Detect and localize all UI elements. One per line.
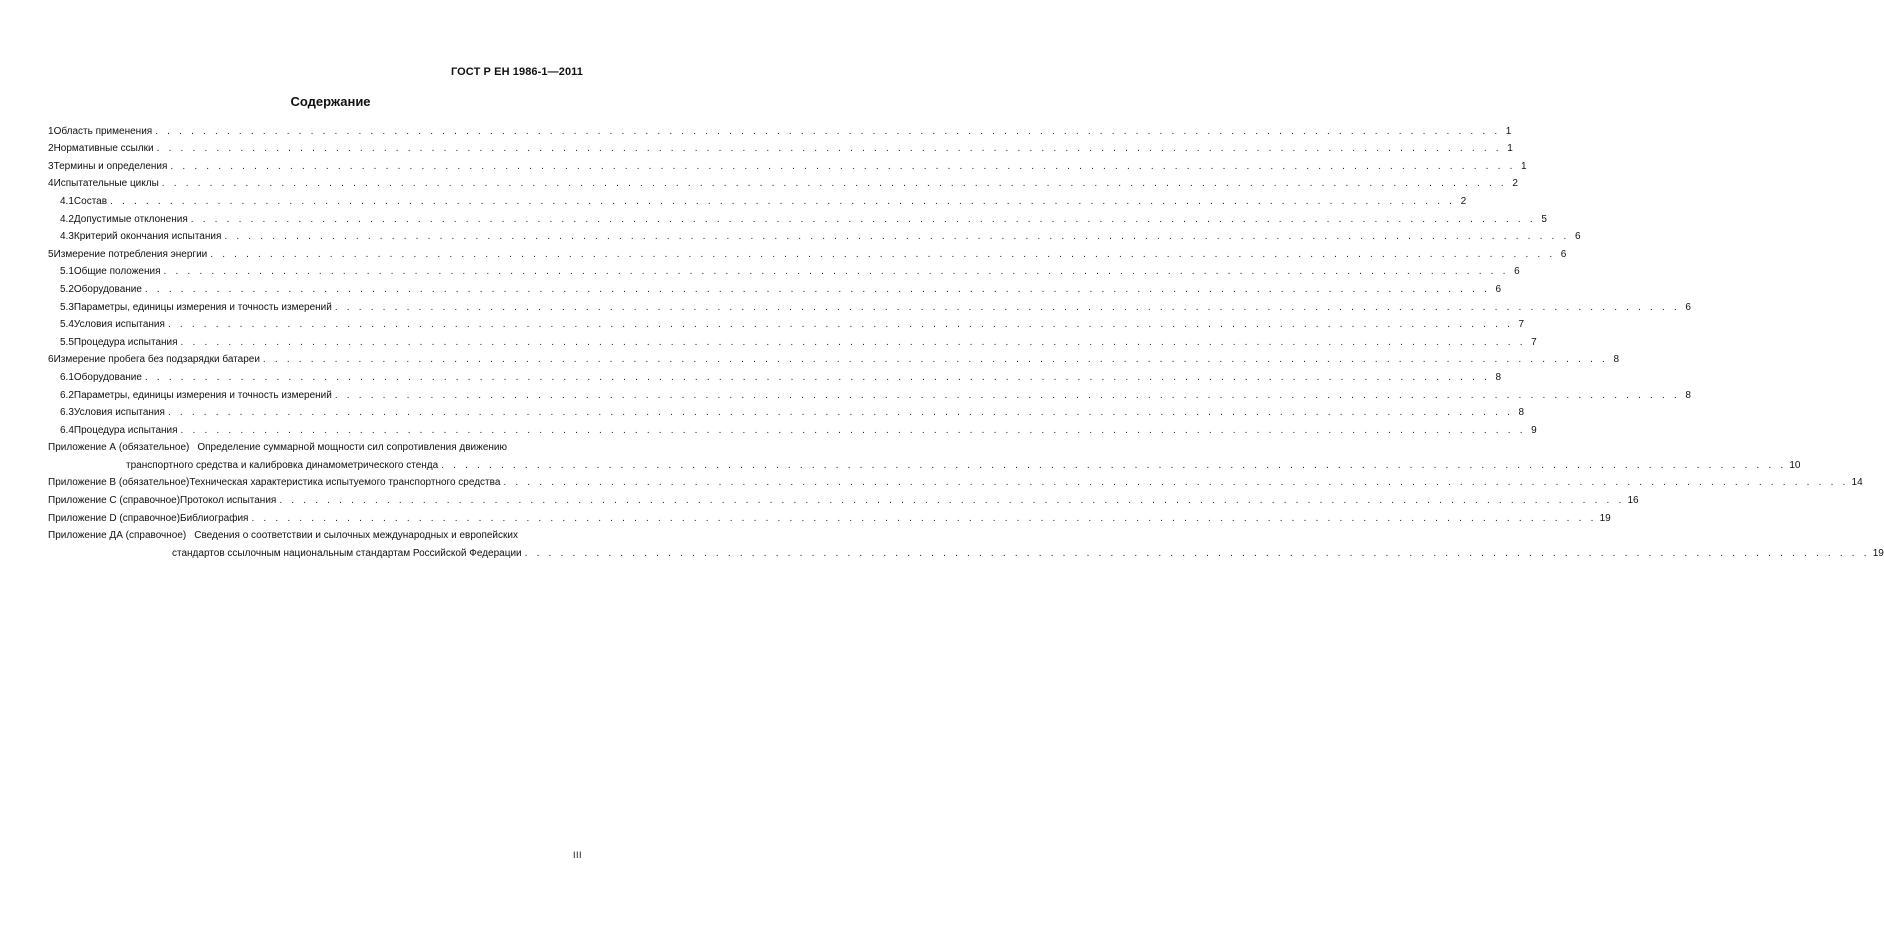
toc-label: Критерий окончания испытания: [73, 231, 222, 243]
dot-leader: . . . . . . . . . . . . . . . . . . . . . . . . . . . . . . . . . . . . . . . . . . . . . . . . . . . . . . . . . . . . . . . . . . . . . . . . . . . . . . . . . . . . . . . . . . . . . . . . . . . . . . . . . . . . . . . . .: [180, 424, 1526, 436]
toc-number: 4.3: [60, 231, 74, 243]
toc-page: 16: [1627, 495, 1639, 507]
toc-label: Состав: [73, 195, 108, 207]
toc-entry-1[interactable]: [48, 120, 1512, 138]
toc-entry-4-2[interactable]: [60, 208, 1547, 226]
toc-page: 1: [1507, 143, 1513, 155]
dot-leader: . . . . . . . . . . . . . . . . . . . . . . . . . . . . . . . . . . . . . . . . . . . . . . . . . . . . . . . . . . . . . . . . . . . . . . . . . . . . . . . . . . . . . . . . . . . . . . . . . . . . . . . . . . . . . . . . .: [144, 371, 1491, 383]
annex-prefix: Приложение ДА (справочное): [48, 530, 187, 542]
toc-entry-4[interactable]: [48, 173, 1518, 191]
annex-prefix: Приложение D (справочное): [48, 512, 181, 524]
toc-entry-5-5[interactable]: [60, 331, 1537, 349]
toc-page: 6: [1560, 248, 1567, 260]
dot-leader: . . . . . . . . . . . . . . . . . . . . . . . . . . . . . . . . . . . . . . . . . . . . . . . . . . . . . . . . . . . . . . . . . . . . . . . . . . . . . . . . . . . . . . . . . . . . . . . . . . . . . . . . . . . . . . . . .: [110, 195, 1456, 207]
dot-leader: . . . . . . . . . . . . . . . . . . . . . . . . . . . . . . . . . . . . . . . . . . . . . . . . . . . . . . . . . . . . . . . . . . . . . . . . . . . . . . . . . . . . . . . . . . . . . . . . . . . . . . . . . . . . . . . . .: [334, 389, 1680, 401]
annex-title-continued: транспортного средства и калибровка динамометрического стенда: [126, 459, 439, 471]
toc-number: 6.1: [60, 371, 74, 383]
toc-page: 10: [1789, 459, 1801, 471]
annex-prefix: Приложение А (обязательное): [48, 442, 190, 454]
dot-leader: . . . . . . . . . . . . . . . . . . . . . . . . . . . . . . . . . . . . . . . . . . . . . . . . . . . . . . . . . . . . . . . . . . . . . . . . . . . . . . . . . . . . . . . . . . . . . . . . . . . . . . . . . . . . . . . . .: [334, 301, 1680, 313]
table-of-contents: [48, 120, 1884, 560]
toc-page: 6: [1574, 231, 1581, 243]
toc-number: 5.3: [60, 301, 74, 313]
dot-leader: . . . . . . . . . . . . . . . . . . . . . . . . . . . . . . . . . . . . . . . . . . . . . . . . . . . . . . . . . . . . . . . . . . . . . . . . . . . . . . . . . . . . . . . . . . . . . . . . . . . . . . . . . . . . . . . . .: [170, 160, 1516, 172]
toc-entry-5-3[interactable]: [60, 296, 1691, 314]
dot-leader: . . . . . . . . . . . . . . . . . . . . . . . . . . . . . . . . . . . . . . . . . . . . . . . . . . . . . . . . . . . . . . . . . . . . . . . . . . . . . . . . . . . . . . . . . . . . . . . . . . . . . . . . . . . . . . . . .: [224, 231, 1570, 243]
toc-entry-5-4[interactable]: [60, 314, 1525, 332]
toc-entry-6-2[interactable]: [60, 384, 1691, 402]
toc-label: Нормативные ссылки: [53, 143, 154, 155]
toc-page: 6: [1514, 266, 1520, 278]
toc-label: Общие положения: [73, 266, 161, 278]
toc-number: 4.1: [60, 195, 74, 207]
toc-page: 6: [1495, 283, 1502, 295]
toc-number: 4: [48, 178, 54, 190]
dot-leader: . . . . . . . . . . . . . . . . . . . . . . . . . . . . . . . . . . . . . . . . . . . . . . . . . . . . . . . . . . . . . . . . . . . . . . . . . . . . . . . . . . . . . . . . . . . . . . . . . . . . . . . . . . . . . . . . .: [190, 213, 1536, 225]
dot-leader: . . . . . . . . . . . . . . . . . . . . . . . . . . . . . . . . . . . . . . . . . . . . . . . . . . . . . . . . . . . . . . . . . . . . . . . . . . . . . . . . . . . . . . . . . . . . . . . . . . . . . . . . . . . . . . . . .: [163, 266, 1509, 278]
document-code: ГОСТ Р ЕН 1986-1—2011: [450, 66, 583, 78]
toc-entry-5-2[interactable]: [60, 278, 1502, 296]
toc-label: Процедура испытания: [73, 336, 178, 348]
toc-annex-da[interactable]: [48, 525, 1884, 560]
toc-label: Измерение потребления энергии: [53, 248, 208, 260]
toc-label: Измерение пробега без подзарядки батареи: [53, 354, 260, 366]
toc-page: 8: [1518, 407, 1525, 419]
toc-entry-6-1[interactable]: [60, 366, 1502, 384]
toc-page: 14: [1851, 477, 1863, 489]
dot-leader: . . . . . . . . . . . . . . . . . . . . . . . . . . . . . . . . . . . . . . . . . . . . . . . . . . . . . . . . . . . . . . . . . . . . . . . . . . . . . . . . . . . . . . . . . . . . . . . . . . . . . . . . . . . . . . . . .: [251, 512, 1597, 524]
toc-label: Параметры, единицы измерения и точность измерений: [73, 389, 332, 401]
toc-number: 4.2: [60, 213, 74, 225]
toc-entry-4-1[interactable]: [60, 190, 1467, 208]
toc-entry-6[interactable]: [48, 349, 1620, 367]
toc-page: 19: [1872, 547, 1884, 559]
dot-leader: . . . . . . . . . . . . . . . . . . . . . . . . . . . . . . . . . . . . . . . . . . . . . . . . . . . . . . . . . . . . . . . . . . . . . . . . . . . . . . . . . . . . . . . . . . . . . . . . . . . . . . . . . . . . . . . . .: [279, 495, 1625, 507]
dot-leader: . . . . . . . . . . . . . . . . . . . . . . . . . . . . . . . . . . . . . . . . . . . . . . . . . . . . . . . . . . . . . . . . . . . . . . . . . . . . . . . . . . . . . . . . . . . . . . . . . . . . . . . . . . . . . . . . .: [155, 125, 1501, 137]
toc-page: 9: [1531, 424, 1537, 436]
toc-number: 5.2: [60, 283, 74, 295]
toc-label: Процедура испытания: [73, 424, 178, 436]
toc-number: 5: [48, 248, 54, 260]
toc-page: 5: [1541, 213, 1547, 225]
dot-leader: . . . . . . . . . . . . . . . . . . . . . . . . . . . . . . . . . . . . . . . . . . . . . . . . . . . . . . . . . . . . . . . . . . . . . . . . . . . . . . . . . . . . . . . . . . . . . . . . . . . . . . . . . . . . . . . . .: [262, 354, 1609, 366]
dot-leader: . . . . . . . . . . . . . . . . . . . . . . . . . . . . . . . . . . . . . . . . . . . . . . . . . . . . . . . . . . . . . . . . . . . . . . . . . . . . . . . . . . . . . . . . . . . . . . . . . . . . . . . . . . . . . . . . .: [167, 407, 1514, 419]
annex-title: Сведения о соответствии и сылочных международных и европейских: [194, 530, 518, 542]
annex-prefix: Приложение С (справочное): [48, 495, 181, 507]
toc-title: Содержание: [290, 94, 371, 109]
toc-annex-c[interactable]: [48, 489, 1639, 507]
toc-page: 2: [1460, 195, 1467, 207]
toc-number: 6.2: [60, 389, 74, 401]
toc-label: Область применения: [53, 125, 153, 137]
toc-label: Термины и определения: [53, 160, 168, 172]
toc-annex-b[interactable]: [48, 472, 1863, 490]
toc-entry-2[interactable]: [48, 138, 1513, 156]
toc-number: 2: [48, 143, 54, 155]
dot-leader: . . . . . . . . . . . . . . . . . . . . . . . . . . . . . . . . . . . . . . . . . . . . . . . . . . . . . . . . . . . . . . . . . . . . . . . . . . . . . . . . . . . . . . . . . . . . . . . . . . . . . . . . . . . . . . . . .: [167, 319, 1514, 331]
toc-page: 7: [1518, 319, 1525, 331]
dot-leader: . . . . . . . . . . . . . . . . . . . . . . . . . . . . . . . . . . . . . . . . . . . . . . . . . . . . . . . . . . . . . . . . . . . . . . . . . . . . . . . . . . . . . . . . . . . . . . . . . . . . . . . . . . . . . . . . .: [156, 143, 1502, 155]
dot-leader: . . . . . . . . . . . . . . . . . . . . . . . . . . . . . . . . . . . . . . . . . . . . . . . . . . . . . . . . . . . . . . . . . . . . . . . . . . . . . . . . . . . . . . . . . . . . . . . . . . . . . . . . . . . . . . . . .: [161, 178, 1507, 190]
toc-label: Условия испытания: [73, 319, 165, 331]
toc-page: 1: [1505, 125, 1512, 137]
toc-label: Оборудование: [73, 371, 142, 383]
toc-number: 5.1: [60, 266, 74, 278]
toc-page: 6: [1685, 301, 1691, 313]
annex-title-continued: стандартов ссылочным национальным стандартам Российской Федерации: [172, 547, 522, 559]
dot-leader: . . . . . . . . . . . . . . . . . . . . . . . . . . . . . . . . . . . . . . . . . . . . . . . . . . . . . . . . . . . . . . . . . . . . . . . . . . . . . . . . . . . . . . . . . . . . . . . . . . . . . . . . . . . . . . . . .: [144, 283, 1491, 295]
toc-page: 2: [1512, 178, 1518, 190]
annex-title: Протокол испытания: [180, 495, 277, 507]
toc-label: Параметры, единицы измерения и точность измерений: [73, 301, 332, 313]
toc-page: 8: [1685, 389, 1691, 401]
toc-label: Условия испытания: [73, 407, 165, 419]
toc-page: 19: [1599, 512, 1611, 524]
toc-page: 1: [1520, 160, 1527, 172]
toc-entry-5-1[interactable]: [60, 261, 1520, 279]
toc-number: 3: [48, 160, 54, 172]
toc-number: 5.4: [60, 319, 74, 331]
annex-title: Библиография: [180, 512, 249, 524]
toc-page: 7: [1531, 336, 1537, 348]
dot-leader: . . . . . . . . . . . . . . . . . . . . . . . . . . . . . . . . . . . . . . . . . . . . . . . . . . . . . . . . . . . . . . . . . . . . . . . . . . . . . . . . . . . . . . . . . . . . . . . . . . . . . . . . . . . . . . . . .: [524, 547, 1870, 559]
toc-number: 1: [48, 125, 54, 137]
toc-label: Испытательные циклы: [53, 178, 159, 190]
toc-page: 8: [1613, 354, 1620, 366]
toc-page: 8: [1495, 371, 1502, 383]
toc-annex-a[interactable]: [48, 437, 1801, 472]
dot-leader: . . . . . . . . . . . . . . . . . . . . . . . . . . . . . . . . . . . . . . . . . . . . . . . . . . . . . . . . . . . . . . . . . . . . . . . . . . . . . . . . . . . . . . . . . . . . . . . . . . . . . . . . . . . . . . . . .: [210, 248, 1556, 260]
toc-number: 6.4: [60, 424, 74, 436]
toc-number: 6.3: [60, 407, 74, 419]
toc-entry-3[interactable]: [48, 155, 1527, 173]
annex-prefix: Приложение В (обязательное): [48, 477, 190, 489]
toc-entry-6-4[interactable]: [60, 419, 1537, 437]
toc-number: 5.5: [60, 336, 74, 348]
toc-label: Оборудование: [73, 283, 142, 295]
annex-title: Техническая характеристика испытуемого транспортного средства: [189, 477, 501, 489]
dot-leader: . . . . . . . . . . . . . . . . . . . . . . . . . . . . . . . . . . . . . . . . . . . . . . . . . . . . . . . . . . . . . . . . . . . . . . . . . . . . . . . . . . . . . . . . . . . . . . . . . . . . . . . . . . . . . . . . .: [441, 459, 1787, 471]
toc-number: 6: [48, 354, 54, 366]
toc-label: Допустимые отклонения: [73, 213, 188, 225]
dot-leader: . . . . . . . . . . . . . . . . . . . . . . . . . . . . . . . . . . . . . . . . . . . . . . . . . . . . . . . . . . . . . . . . . . . . . . . . . . . . . . . . . . . . . . . . . . . . . . . . . . . . . . . . . . . . . . . . .: [503, 477, 1849, 489]
annex-title: Определение суммарной мощности сил сопротивления движению: [197, 442, 507, 454]
toc-entry-4-3[interactable]: [60, 226, 1581, 244]
toc-annex-d[interactable]: [48, 507, 1611, 525]
toc-entry-6-3[interactable]: [60, 402, 1525, 420]
toc-entry-5[interactable]: [48, 243, 1567, 261]
page-number: III: [572, 850, 582, 860]
dot-leader: . . . . . . . . . . . . . . . . . . . . . . . . . . . . . . . . . . . . . . . . . . . . . . . . . . . . . . . . . . . . . . . . . . . . . . . . . . . . . . . . . . . . . . . . . . . . . . . . . . . . . . . . . . . . . . . . .: [180, 336, 1526, 348]
